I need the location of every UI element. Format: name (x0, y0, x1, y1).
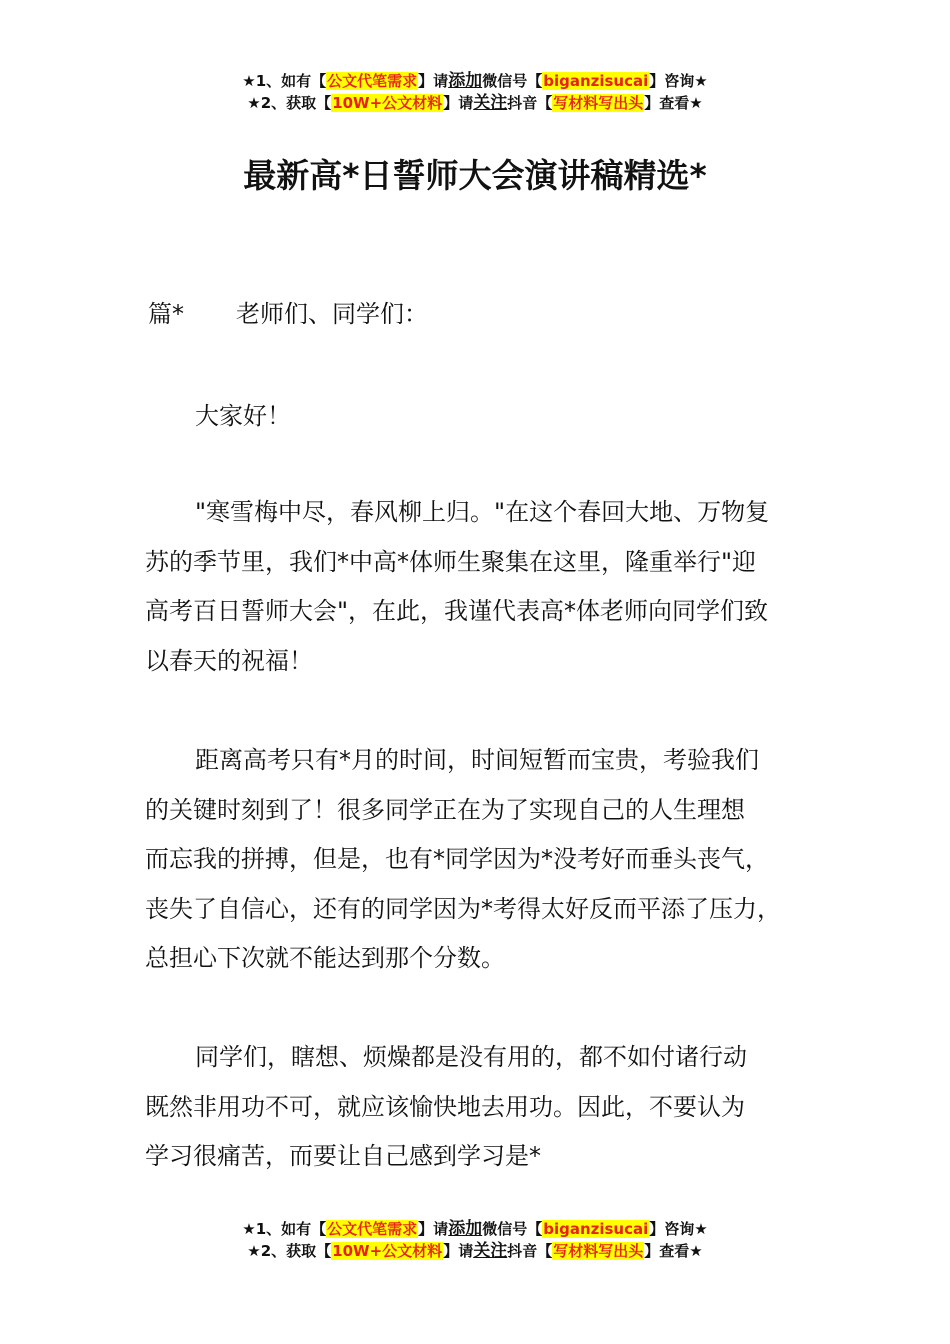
highlight-wechat-id: biganzisucai (543, 1220, 649, 1238)
promo-text: 】请 (443, 94, 474, 112)
promo-text: ★1、如有【 (242, 1220, 327, 1238)
paragraph-line: 同学们，瞎想、烦燥都是没有用的，都不如付诸行动 (195, 1043, 747, 1071)
promo-line-2 (0, 1240, 950, 1262)
paragraph-line: 距离高考只有*月的时间，时间短暂而宝贵，考验我们 (195, 746, 759, 774)
promo-line-1 (0, 70, 950, 92)
highlight-douyin-id: 写材料写出头 (553, 1242, 644, 1260)
paragraph-line: 丧失了自信心，还有的同学因为*考得太好反而平添了压力， (145, 894, 781, 923)
promo-banner-top (0, 70, 950, 114)
promo-text: 】咨询★ (649, 1220, 708, 1238)
paragraph-line: 而忘我的拼搏，但是，也有*同学因为*没考好而垂头丧气， (145, 845, 769, 873)
highlight-service: 公文代笔需求 (327, 72, 418, 90)
paragraph-line: 既然非用功不可，就应该愉快地去用功。因此，不要认为 (145, 1092, 745, 1121)
promo-text: 】咨询★ (649, 72, 708, 90)
promo-text: 抖音【 (507, 1242, 553, 1260)
emphasis-follow: 关注 (473, 1241, 508, 1261)
promo-text: 】请 (443, 1242, 474, 1260)
highlight-wechat-id: biganzisucai (543, 72, 649, 90)
promo-text: 微信号【 (482, 1220, 543, 1238)
highlight-douyin-id: 写材料写出头 (553, 94, 644, 112)
paragraph-line: 大家好！ (195, 402, 291, 430)
promo-line-2 (0, 92, 950, 114)
paragraph-line: 高考百日誓师大会"，在此，我谨代表高*体老师向同学们致 (145, 597, 769, 625)
promo-text: 】请 (418, 1220, 449, 1238)
paragraph-line: 苏的季节里，我们*中高*体师生聚集在这里，隆重举行"迎 (145, 547, 757, 576)
emphasis-add: 添加 (448, 1219, 483, 1239)
paragraph-3 (145, 736, 835, 984)
promo-text: ★1、如有【 (242, 72, 327, 90)
highlight-materials: 10W+公文材料 (332, 1242, 443, 1260)
paragraph-line: "寒雪梅中尽，春风柳上归。"在这个春回大地、万物复 (195, 498, 770, 526)
highlight-materials: 10W+公文材料 (332, 94, 443, 112)
promo-text: 】查看★ (644, 94, 703, 112)
promo-text: ★2、获取【 (247, 94, 332, 112)
greeting: 老师们、同学们： (236, 300, 428, 328)
emphasis-add: 添加 (448, 71, 483, 91)
promo-text: ★2、获取【 (247, 1242, 332, 1260)
promo-text: 】查看★ (644, 1242, 703, 1260)
paragraph-line: 以春天的祝福！ (145, 646, 313, 675)
paragraph-1 (145, 392, 835, 442)
emphasis-follow: 关注 (473, 93, 508, 113)
section-heading (148, 296, 428, 332)
paragraph-line: 的关键时刻到了！很多同学正在为了实现自己的人生理想 (145, 795, 745, 824)
promo-text: 抖音【 (507, 94, 553, 112)
promo-text: 】请 (418, 72, 449, 90)
paragraph-4 (145, 1033, 835, 1182)
promo-banner-bottom (0, 1218, 950, 1262)
document-title: 最新高*日誓师大会演讲稿精选* (243, 156, 707, 195)
section-label: 篇* (148, 300, 184, 328)
paragraph-line: 总担心下次就不能达到那个分数。 (145, 944, 505, 972)
highlight-service: 公文代笔需求 (327, 1220, 418, 1238)
promo-line-1 (0, 1218, 950, 1240)
paragraph-2 (145, 488, 835, 686)
promo-text: 微信号【 (482, 72, 543, 90)
paragraph-line: 学习很痛苦，而要让自己感到学习是* (145, 1142, 541, 1170)
